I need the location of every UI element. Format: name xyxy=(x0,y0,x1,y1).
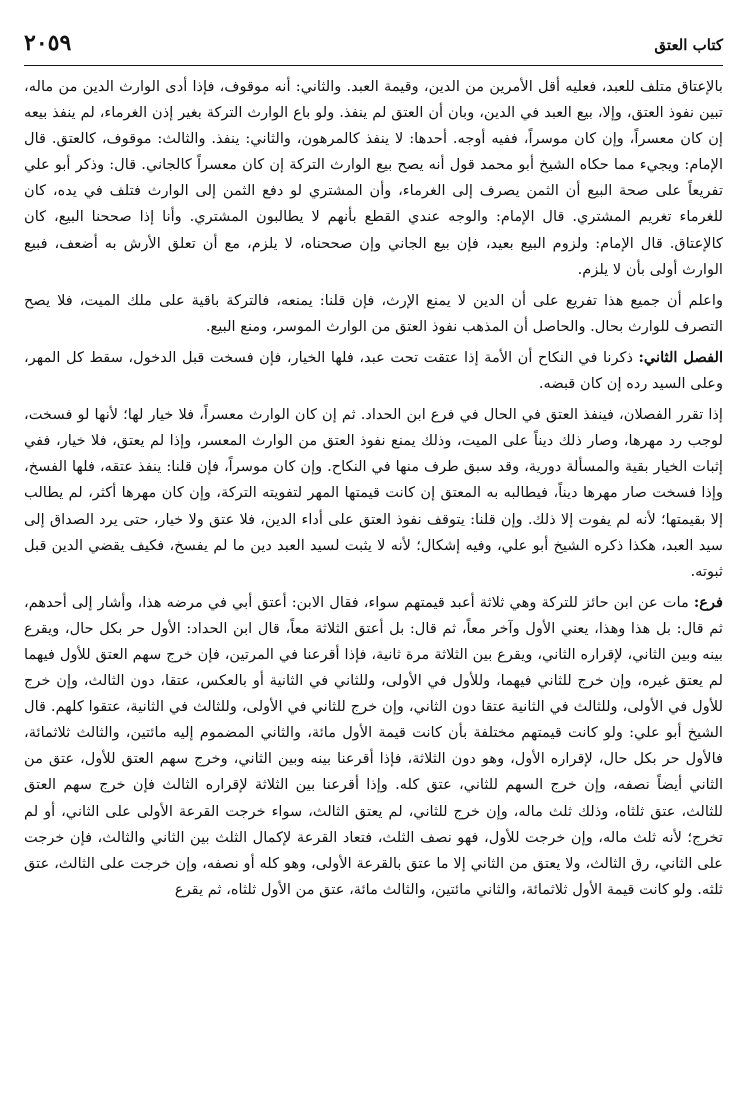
paragraph xyxy=(24,74,723,283)
section-heading: الفصل الثاني: xyxy=(638,348,724,366)
running-title: كتاب العتق xyxy=(654,36,723,54)
page-body xyxy=(24,74,723,1087)
page-number: ٢٠٥٩ xyxy=(24,30,72,56)
header-rule xyxy=(24,65,723,66)
paragraph-text: ذكرنا في النكاح أن الأمة إذا عتقت تحت عبد، فلها الخيار، فإن فسخت قبل الدخول، سقط كل المهر، وعلى السيد رده إن كان قبضه. xyxy=(24,348,723,393)
paragraph xyxy=(24,402,723,585)
paragraph xyxy=(24,288,723,340)
paragraph-text: مات عن ابن حائز للتركة وهي ثلاثة أعبد قيمتهم سواء، فقال الابن: أعتق أبي في مرضه هذا، وأشار إلى أحدهم، ثم قال: بل هذا وهذا، يعني الأول وآخر معاً، ثم قال: بل أعتق الثلاثة معاً، قال ابن الحداد: الأول حر بكل حال، ويقرع بينه وبين الثاني، لإقراره الثاني، ويقرع بين الثلاثة مرة ثانية، فإذا أقرعنا في المرتين، فإن خرج سهم العتق للأول فيهما لم يعتق غيره، وإن خرج للثاني فيهما، وللأول في الأولى، وللثاني في الثانية أو بالعكس، عتقا، دون الثالث، وإن خرج للأول في الأولى، وللثالث في الثانية عتقا دون الثاني، وإن خرج للثاني في الأولى، وللثالث في الثانية، عتقوا كلهم. قال الشيخ أبو علي: ولو كانت قيمتهم مختلفة بأن كانت قيمة الأول مائة، والثاني المضموم إليه مائتين، والثالث ثلاثمائة، فالأول حر بكل حال، لإقراره الأول، وهو دون الثلاثة، فإذا أقرعنا بينه وبين الثاني، وخرج سهم العتق للأول، عتق من الثاني أيضاً نصفه، وإن خرج السهم للثاني، عتق كله. وإذا أقرعنا بين الثلاثة لإقراره الثالث فإن خرج سهم العتق للثالث، عتق ثلثاه، وذلك ثلث ماله، وإن خرج للثاني، لم يعتق الثالث، سواء خرجت القرعة الأولى على الثاني، أو لم تخرج؛ لأنه ثلث ماله، وإن خرجت للأول، فهو نصف الثلث، فتعاد القرعة لإكمال الثلث بين الثاني والثالث، فإن خرجت على الثاني، رق الثالث، ولا يعتق من الثاني إلا ما عتق بالقرعة الأولى، وهو كله أو نصفه، وإن خرجت على الثالث، عتق ثلثه. ولو كانت قيمة الأول ثلاثمائة، والثاني مائتين، والثالث مائة، عتق من الأول ثلثاه، ثم يقرع xyxy=(24,593,723,898)
paragraph-text: إذا تقرر الفصلان، فينفذ العتق في الحال في فرع ابن الحداد. ثم إن كان الوارث معسراً، فلا خيار لها؛ لأنها لو فسخت، لوجب رد مهرها، وصار ذلك ديناً على الميت، وذلك يمنع نفوذ العتق من الوارث المعسر، وإذا لم يعتق، فلا خيار، ففي إثبات الخيار بقية والمسألة دورية، وقد سبق طرف منها في النكاح. وإن كان موسراً، فإن قلنا: ينفذ عتقه، فلها الفسخ، وإذا فسخت صار مهرها ديناً، فيطالبه به المعتق إن كانت قيمتها المهر لتفويته التركة، وإن كان مهرها أكثر، لم يطالب إلا بقيمتها؛ لأنه لم يفوت إلا ذلك. وإن قلنا: يتوقف نفوذ العتق على أداء الدين، فلا عتق ولا خيار، حتى يرد الصداق إلى سيد العبد، هكذا ذكره الشيخ أبو علي، وفيه إشكال؛ لأنه لا يثبت لسيد العبد دين ما لم يفسخ، فكيف يقضي الدين قبل ثبوته. xyxy=(24,406,724,580)
branch-heading: فرع: xyxy=(693,593,723,611)
paragraph-text: بالإعتاق متلف للعبد، فعليه أقل الأمرين من الدين، وقيمة العبد. والثاني: أنه موقوف، فإذا أدى الوارث الدين من ماله، تبين نفوذ العتق، وإلا، بيع العبد في الدين، وبان أن العتق لم ينفذ. ولو باع الوارث التركة بغير إذن الغرماء، لم ينفذ بيعه إن كان معسراً، وإن كان موسراً، ففيه أوجه. أحدها: لا ينفذ كالمرهون، والثاني: ينفذ. والثالث: موقوف، كالعتق. قال الإمام: ويجيء مما حكاه الشيخ أبو محمد قول أنه يصح بيع الوارث التركة إن كان معسراً كالجاني. قال: وذكر أبو علي تفريعاً على صحة البيع أن الثمن يصرف إلى الغرماء، وأن المشتري لو دفع الثمن إلى الوارث فتلف في يده، كان للغرماء تغريم المشتري. قال الإمام: والوجه عندي القطع بأنهم لا يطالبون المشتري. وأنا إذا صححنا البيع، كان كالإعتاق. قال الإمام: ولزوم البيع بعيد، فإن بيع الجاني وإن صححناه، لا يلزم، مع أن تعلق الأرش به أضعف، فبيع الوارث أولى بأن لا يلزم. xyxy=(24,78,723,278)
paragraph-text: واعلم أن جميع هذا تفريع على أن الدين لا يمنع الإرث، فإن قلنا: يمنعه، فالتركة باقية على ملك الميت، فلا يصح التصرف للوارث بحال. والحاصل أن المذهب نفوذ العتق من الوارث الموسر، ومنع البيع. xyxy=(24,291,723,335)
page-header xyxy=(24,30,723,64)
paragraph xyxy=(24,590,723,903)
paragraph xyxy=(24,345,723,397)
